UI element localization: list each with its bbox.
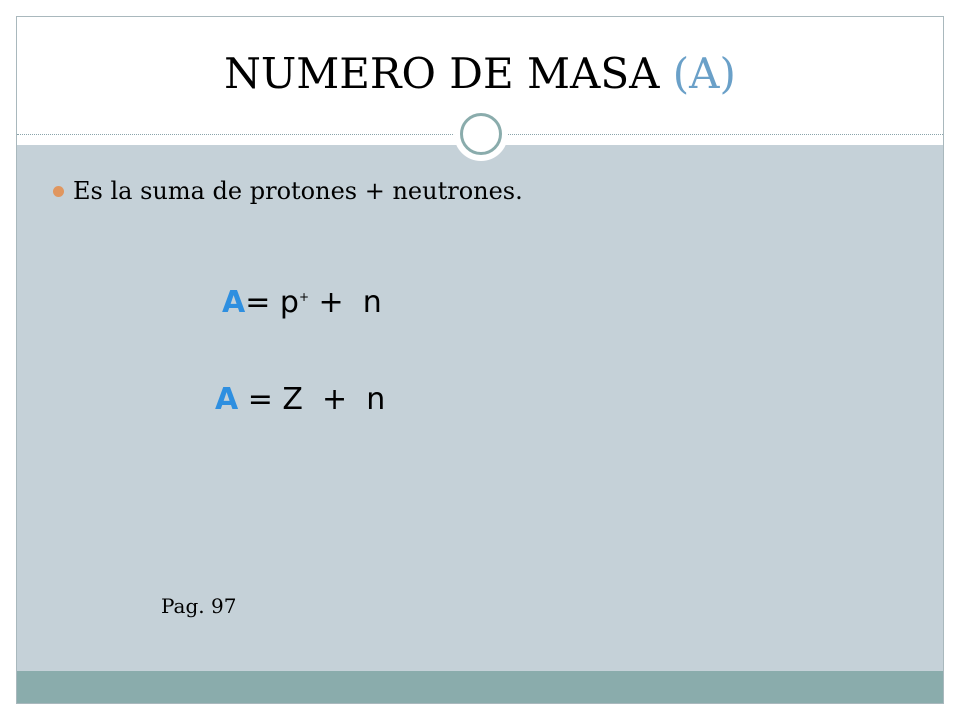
slide-title (17, 49, 943, 98)
formula1-symbol: A (222, 285, 246, 320)
formula1-equals-p: = p (245, 285, 299, 320)
slide-title-main: NUMERO DE MASA (224, 49, 673, 98)
formula-z-neutrons (215, 380, 385, 420)
ring-ornament-icon (454, 107, 508, 161)
formula1-superscript: + (298, 290, 309, 304)
formula-protons-neutrons (222, 277, 382, 323)
formula1-plus-n: + n (309, 285, 382, 320)
bullet-dot-icon (53, 186, 64, 197)
bullet-text: Es la suma de protones + neutrones. (73, 177, 523, 205)
slide-title-accent: (A) (672, 49, 736, 98)
formula2-rest: = Z + n (238, 382, 386, 417)
page-reference: Pag. 97 (161, 594, 237, 618)
formula2-symbol: A (215, 382, 239, 417)
footer-bar (17, 671, 943, 703)
slide (16, 16, 944, 704)
content-area (17, 145, 943, 671)
